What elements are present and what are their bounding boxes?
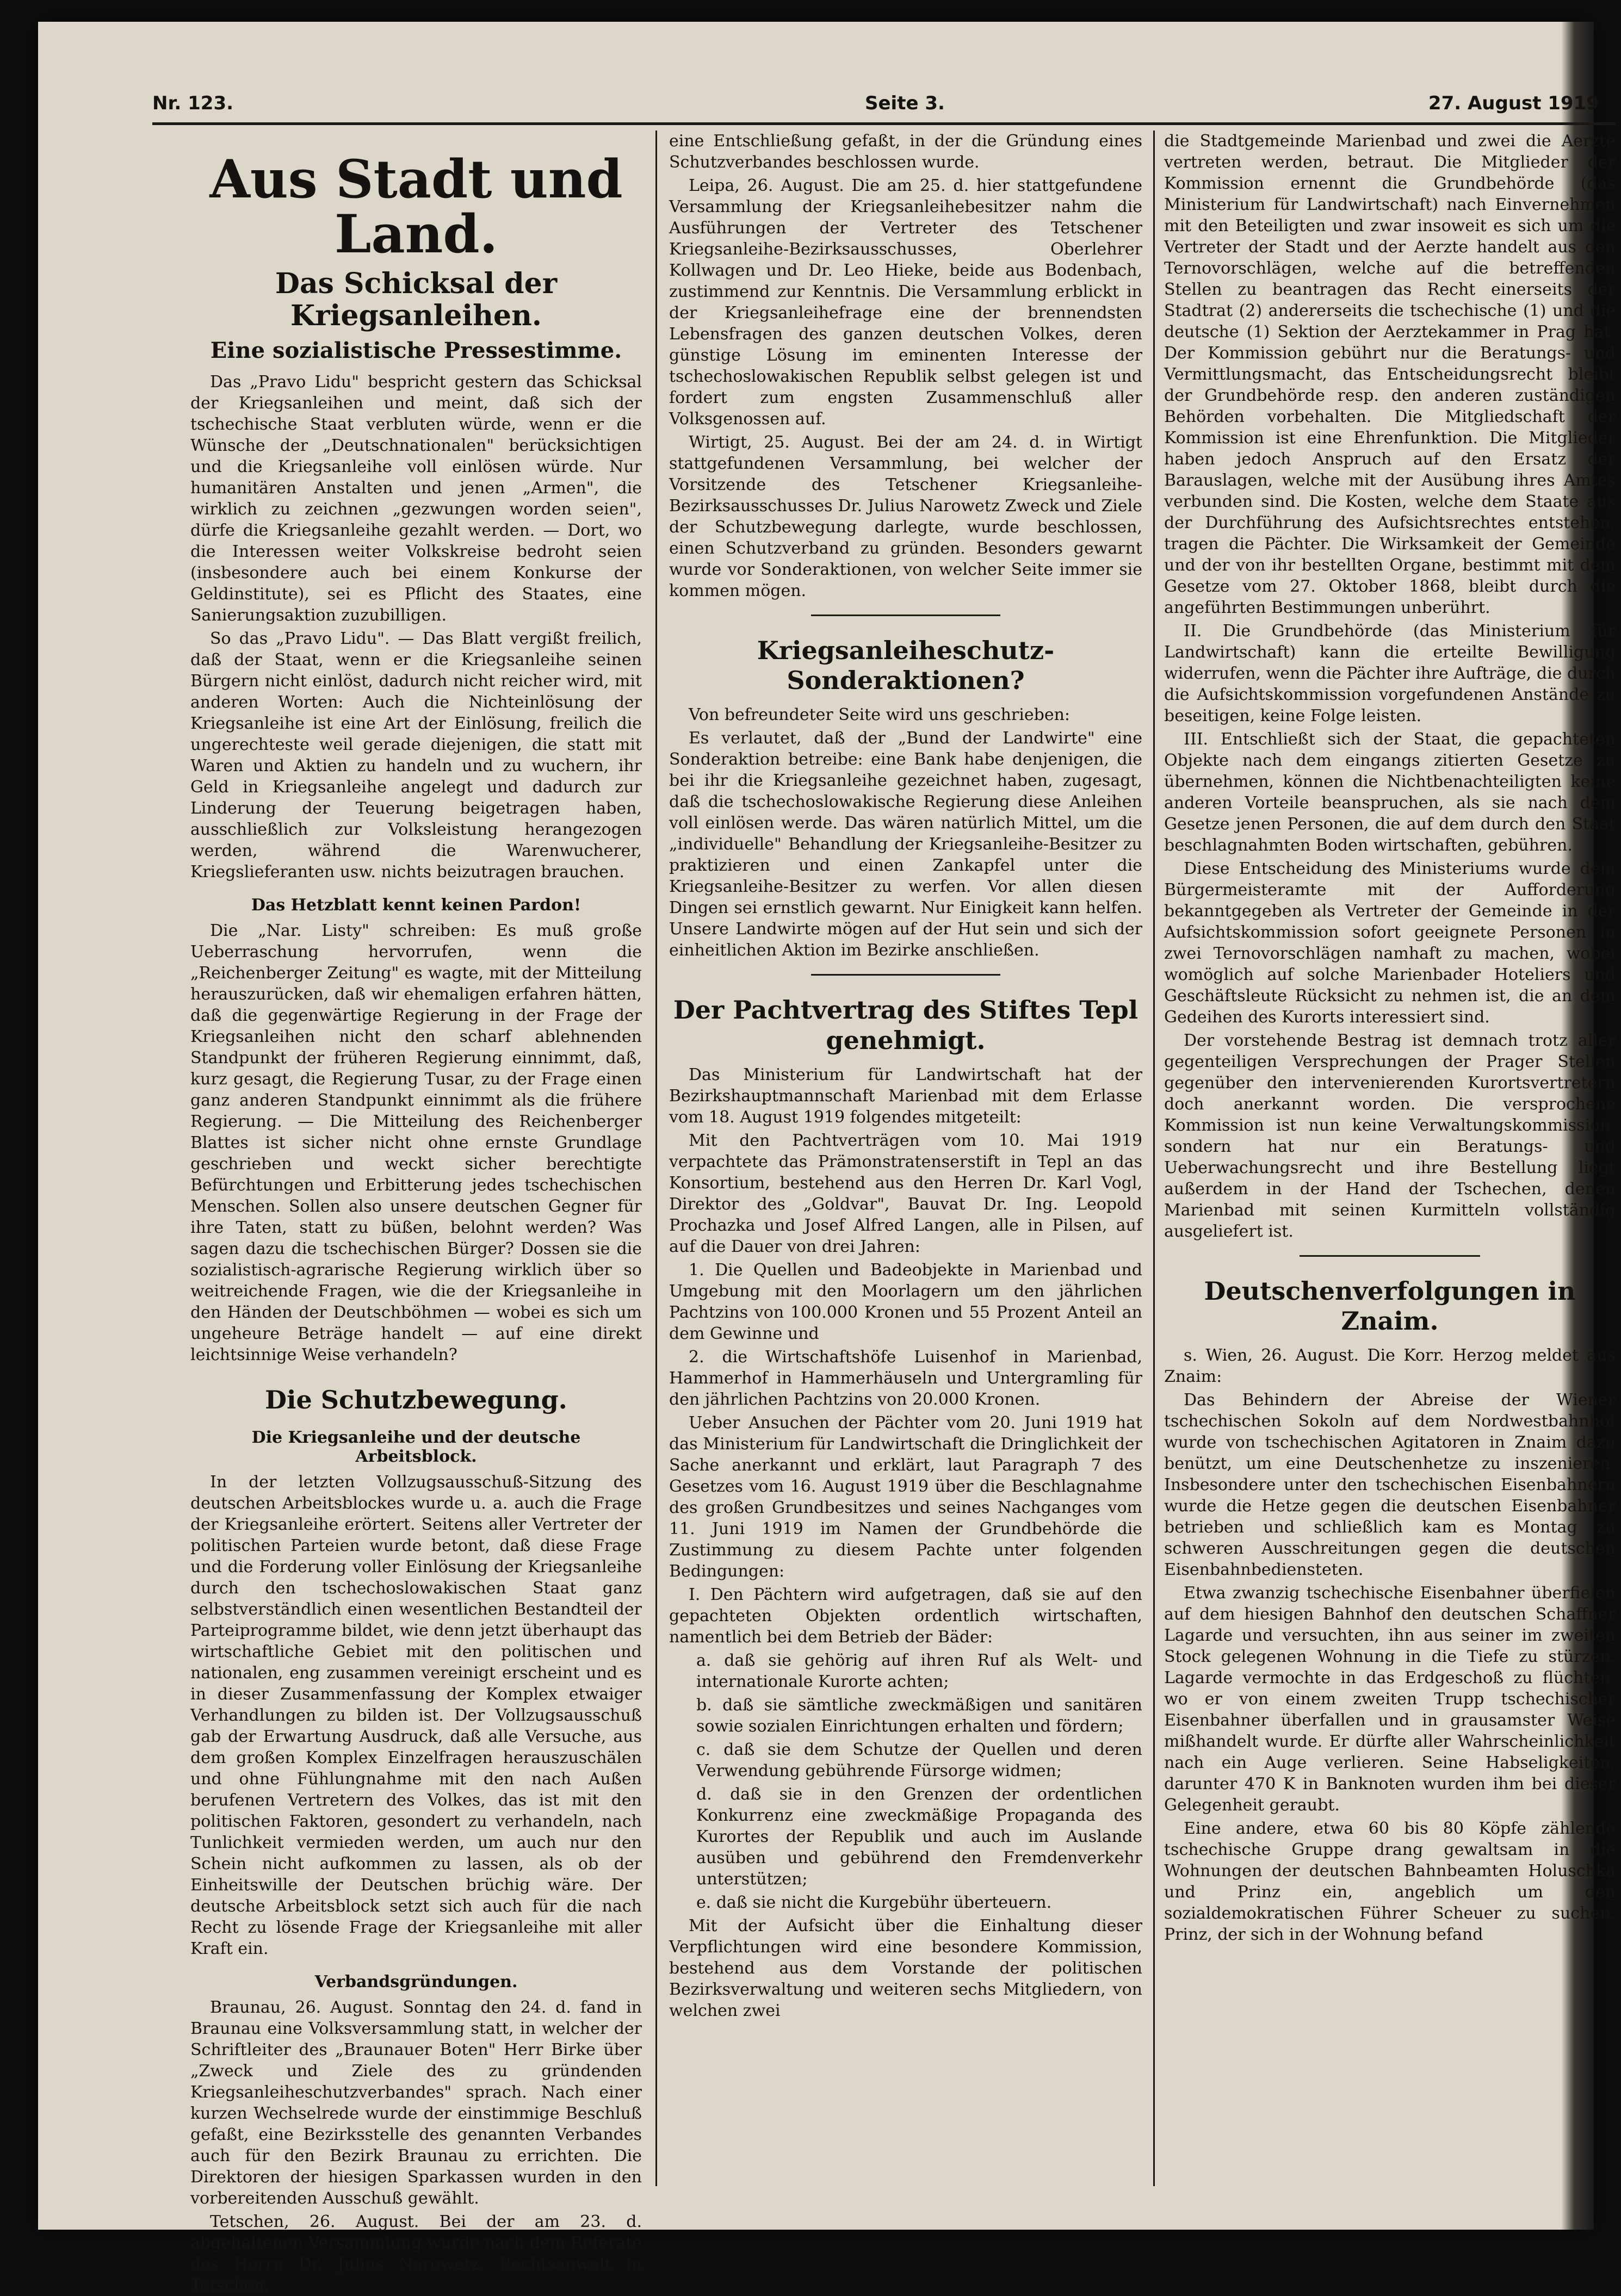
paragraph: Es verlautet, daß der „Bund der Landwirte" eine Sonderaktion betreibe: eine Bank habe denjenigen, die bei ihr die Kriegsanleihe gezeichnet haben, zugesagt, daß die tschechoslowakische Regierung diese Anleihen voll einlösen werde. Das wären natürlich Mittel, um die „individuelle" Behandlung der Kriegsanleihe-Besitzer zu praktizieren und einen Zankapfel unter die Kriegsanleihe-Besitzer zu werfen. Vor allen diesen Dingen sei ernstlich gewarnt. Nur Einigkeit kann helfen. Unsere Landwirte mögen auf der Hut sein und sich der einheitlichen Aktion im Bezirke anschließen. xyxy=(669,729,1142,960)
newspaper-page xyxy=(38,22,1616,2295)
paragraph: III. Entschließt sich der Staat, die gepachteten Objekte nach dem eingangs zitierten Gesetze zu übernehmen, können die Nichtbenachteiligten keine anderen Vorteile beanspruchen, als sie nach dem Gesetze jenen Personen, die auf dem durch den Staat beschlagnahmten Boden wirtschaften, gebühren. xyxy=(1164,730,1616,855)
article-title: Die Schutzbewegung. xyxy=(265,1385,567,1415)
article-title: Kriegsanleiheschutz-Sonderaktionen? xyxy=(757,636,1055,696)
paragraph: Braunau, 26. August. Sonntag den 24. d. fand in Braunau eine Volksversammlung statt, in welcher der Schriftleiter des „Braunauer Boten" Herr Birke über „Zweck und Ziele des zu gründenden Kriegsanleiheschutzverbandes" sprach. Nach einer kurzen Wechselrede wurde der einstimmige Beschluß gefaßt, eine Bezirksstelle des genannten Verbandes auch für den Bezirk Braunau zu errichten. Die Direktoren der hiesigen Sparkassen wurden in den vorbereitenden Ausschuß gewählt. xyxy=(190,1998,642,2208)
paragraph: eine Entschließung gefaßt, in der die Gründung eines Schutzverbandes beschlossen wurde. xyxy=(669,132,1142,172)
column-3 xyxy=(1164,131,1616,2186)
page-number: Seite 3. xyxy=(865,92,945,114)
paragraph: 2. die Wirtschaftshöfe Luisenhof in Marienbad, Hammerhof in Hammerhäuseln und Untergramling für den jährlichen Pachtzins von 20.000 Kronen. xyxy=(669,1347,1142,1409)
column-1 xyxy=(190,131,642,2295)
paragraph: Leipa, 26. August. Die am 25. d. hier stattgefundene Versammlung der Kriegsanleihebesitzer nahm die Ausführungen der Vertreter des Tetschener Kriegsanleihe-Bezirksausschusses, Oberlehrer Kollwagen und Dr. Leo Hieke, beide aus Bodenbach, zustimmend zur Kenntnis. Die Versammlung erblickt in der Kriegsanleihefrage eine der brennendsten Lebensfragen des ganzen deutschen Volkes, deren günstige Lösung im eminenten Interesse der tschechoslowakischen Republik selbst gelegen ist und fordert zum engsten Zusammenschluß aller Volksgenossen auf. xyxy=(669,176,1142,429)
paragraph: Etwa zwanzig tschechische Eisenbahner überfielen auf dem hiesigen Bahnhof den deutschen Schaffner Lagarde und versuchten, ihn aus seiner im zweiten Stock gelegenen Wohnung in die Tiefe zu stürzen. Lagarde vermochte in das Erdgeschoß zu flüchten, wo er von einem zweiten Trupp tschechischer Eisenbahner überfallen und in grausamster Weise mißhandelt wurde. Er dürfte aller Wahrscheinlichkeit nach ein Auge verlieren. Seine Habseligkeiten, darunter 470 K in Banknoten wurden ihm bei dieser Gelegenheit geraubt. xyxy=(1164,1584,1616,1815)
paragraph: Diese Entscheidung des Ministeriums wurde dem Bürgermeisteramte mit der Aufforderung bekanntgegeben als Vertreter der Gemeinde in der Aufsichtskommission sofort geeignete Personen in zwei Ternovorschlägen namhaft zu machen, wobei womöglich auf solche Marienbader Hoteliers und Geschäftsleute Rücksicht zu nehmen ist, die an dem Gedeihen des Kurorts interessiert sind. xyxy=(1164,859,1616,1027)
column-2 xyxy=(669,131,1142,2186)
divider xyxy=(1300,1255,1480,1257)
issue-number: Nr. 123. xyxy=(152,92,234,114)
list-item: a. daß sie gehörig auf ihren Ruf als Welt- und internationale Kurorte achten; xyxy=(696,1650,1142,1691)
article-title: Der Pachtvertrag des Stiftes Tepl genehmigt. xyxy=(673,995,1139,1055)
paragraph: Ueber Ansuchen der Pächter vom 20. Juni 1919 hat das Ministerium für Landwirtschaft die Dringlichkeit der Sache anerkannt und erklärt, laut Paragraph 7 des Gesetzes vom 16. August 1919 über die Beschlagnahme des großen Grundbesitzes und seines Nachganges vom 11. Juni 1919 im Namen der Grundbehörde die Zustimmung zu diesem Pachte unter folgenden Bedingungen: xyxy=(669,1413,1142,1581)
column-rule-2 xyxy=(1153,131,1155,2186)
section-title: Aus Stadt und Land. xyxy=(209,148,623,265)
paragraph: 1. Die Quellen und Badeobjekte in Marienbad und Umgebung mit den Moorlagern um den jährlichen Pachtzins von 100.000 Kronen und 55 Prozent Anteil an dem Gewinne und xyxy=(669,1260,1142,1343)
article-subtitle: Eine sozialistische Pressestimme. xyxy=(210,338,622,364)
issue-date: 27. August 1919 xyxy=(1428,92,1599,114)
article-title: Das Schicksal der Kriegsanleihen. xyxy=(275,266,558,333)
paragraph: Die „Nar. Listy" schreiben: Es muß große Ueberraschung hervorrufen, wenn die „Reichenberger Zeitung" es wagte, mit der Mitteilung herauszurücken, daß wir ehemaligen erfahren hätten, daß die gegenwärtige Regierung in der Frage der Kriegsanleihen nicht den scharf ablehnenden Standpunkt der früheren Regierung einnimmt, daß, kurz gesagt, die Regierung Tusar, zu der Frage einen ganz anderen Standpunkt einnimmt als die frühere Regierung. — Die Mitteilung des Reichenberger Blattes ist sicher nicht ohne ernste Grundlage geschrieben und weckt sicher berechtigte Befürchtungen und Erbitterung jedes tschechischen Menschen. Sollen also unsere deutschen Gegner für ihre Taten, statt zu büßen, belohnt werden? Was sagen dazu die tschechischen Bürger? Dossen sie die sozialistisch-agrarische Regierung wirklich über so weitreichende Fragen, wie die der Kriegsanleihe in den Händen der Deutschböhmen — wobei es sich um ungeheure Beträge handelt — auf eine direkt leichtsinnige Weise verhandeln? xyxy=(190,921,642,1365)
article-subtitle: Die Kriegsanleihe und der deutsche Arbeitsblock. xyxy=(251,1428,581,1467)
paragraph: Von befreundeter Seite wird uns geschrieben: xyxy=(689,705,1071,725)
kicker: Verbandsgründungen. xyxy=(314,1972,518,1992)
paragraph: Das Behindern der Abreise der Wiener tschechischen Sokoln auf dem Nordwestbahnhof wurde von tschechischen Agitatoren in Znaim dazu benützt, um eine Deutschenhetze zu inszenieren. Insbesondere unter den tschechischen Eisenbahnern wurde die Hetze gegen die deutschen Eisenbahner betrieben und schließlich kam es Montag zu schweren Ausschreitungen gegen die deutschen Eisenbahnbediensteten. xyxy=(1164,1391,1616,1580)
paragraph: I. Den Pächtern wird aufgetragen, daß sie auf den gepachteten Objekten ordentlich wirtschaften, namentlich bei dem Betrieb der Bäder: xyxy=(669,1585,1142,1647)
paragraph: Eine andere, etwa 60 bis 80 Köpfe zählende tschechische Gruppe drang gewaltsam in die Wohnungen der deutschen Bahnbeamten Holuschka und Prinz ein, angeblich um den sozialdemokratischen Führer Scheuer zu suchen. Prinz, der sich in der Wohnung befand xyxy=(1164,1819,1616,1945)
paragraph: s. Wien, 26. August. Die Korr. Herzog meldet aus Znaim: xyxy=(1164,1346,1616,1387)
header-rule xyxy=(152,122,1616,125)
paragraph: II. Die Grundbehörde (das Ministerium für Landwirtschaft) kann die erteilte Bewilligung widerrufen, wenn die Pächter ihre Aufträge, die durch die Aufsichtskommission vorgefundenen Anstände zu beseitigen, keine Folge leisten. xyxy=(1164,622,1616,725)
list-item: e. daß sie nicht die Kurgebühr überteuern. xyxy=(696,1892,1052,1912)
paragraph: Mit den Pachtverträgen vom 10. Mai 1919 verpachtete das Prämonstratenserstift in Tepl an das Konsortium, bestehend aus den Herren Dr. Karl Vogl, Direktor des „Goldvar", Bauvat Dr. Ing. Leopold Prochazka und Josef Alfred Langen, alle in Pilsen, auf auf die Dauer von drei Jahren: xyxy=(669,1131,1142,1256)
list-item: c. daß sie dem Schutze der Quellen und deren Verwendung gebührende Fürsorge widmen; xyxy=(696,1740,1142,1780)
paragraph: Das „Pravo Lidu" bespricht gestern das Schicksal der Kriegsanleihen und meint, daß sich der tschechische Staat verbluten würde, wenn er die Wünsche der „Deutschnationalen" berücksichtigen und die Kriegsanleihe voll einlösen würde. Nur humanitären Anstalten und jenen „Armen", die wirklich zu zeichnen „gezwungen worden seien", dürfe die Kriegsanleihe gezahlt werden. — Dort, wo die Interessen weiter Volkskreise bedroht seien (insbesondere auch bei einem Konkurse der Geldinstitute), sei es Pflicht des Staates, eine Sanierungsaktion zuzubilligen. xyxy=(190,373,642,625)
paragraph: Wirtigt, 25. August. Bei der am 24. d. in Wirtigt stattgefundenen Versammlung, bei welcher der Vorsitzende des Tetschener Kriegsanleihe-Bezirksausschusses Dr. Julius Narowetz Zweck und Ziele der Schutzbewegung darlegte, wurde beschlossen, einen Schutzverband zu gründen. Besonders gewarnt wurde vor Sonderaktionen, von welcher Seite immer sie kommen mögen. xyxy=(669,433,1142,600)
paragraph: Der vorstehende Bestrag ist demnach trotz aller gegenteiligen Versprechungen der Prager Stellen gegenüber den intervenierenden Kurortsvertretern doch anerkannt worden. Die versprochene Kommission ist nun keine Verwaltungskommission, sondern hat nur ein Beratungs- und Ueberwachungsrecht und ihre Bestellung liegt außerdem in der Hand der Tschechen, denen Marienbad mit seinen Kurmitteln vollständig ausgeliefert ist. xyxy=(1164,1031,1616,1241)
list-item: b. daß sie sämtliche zweckmäßigen und sanitären sowie sozialen Einrichtungen erhalten und fördern; xyxy=(696,1695,1142,1736)
paragraph: In der letzten Vollzugsausschuß-Sitzung des deutschen Arbeitsblockes wurde u. a. auch die Frage der Kriegsanleihe erörtert. Seitens aller Vertreter der politischen Parteien wurde betont, daß diese Frage und die Forderung voller Einlösung der Kriegsanleihe durch den tschechoslowakischen Staat ganz selbstverständlich einen wesentlichen Bestandteil der Parteiprogramme bildet, wie denn jetzt überhaupt das wirtschaftliche Gebiet mit den politischen und nationalen, eng zusammen vereinigt erscheint und es in dieser Zusammenfassung der Komplex etwaiger Verhandlungen zu bilden ist. Der Vollzugsausschuß gab der Erwartung Ausdruck, daß alle Versuche, aus dem großen Komplex Einzelfragen herauszuschälen und ohne Fühlungnahme mit den nach Außen berufenen Vertretern des Volkes, das ist mit den politischen Faktoren, gesondert zu verhandeln, nach Tunlichkeit vermieden werden, um auch nur den Schein nicht aufkommen zu lassen, als ob der Einheitswille der Deutschen brüchig wäre. Der deutsche Arbeitsblock setzt sich auch für die nach Recht zu lösende Frage der Kriegsanleihe mit aller Kraft ein. xyxy=(190,1473,642,1959)
paragraph: die Stadtgemeinde Marienbad und zwei die Aerzte vertreten werden, betraut. Die Mitglieder der Kommission ernennt die Grundbehörde (das Ministerium für Landwirtschaft) nach Einvernehmen mit den Beteiligten und zwar insoweit es sich um die Vertreter der Stadt und der Aerzte handelt aus den Ternovorschlägen, welche auf die betreffenden Stellen zu beantragen das Recht einerseits der Stadtrat (2) andererseits die tschechische (1) und die deutsche (1) Sektion der Aerztekammer in Prag hat. Der Kommission gebührt nur die Beratungs- und Vermittlungsmacht, das Entscheidungsrecht bleibt der Grundbehörde resp. den anderen zuständigen Behörden vorbehalten. Die Mitgliedschaft der Kommission ist eine Ehrenfunktion. Die Mitglieder haben jedoch Anspruch auf den Ersatz der Barauslagen, welche mit der Ausübung ihres Amtes verbunden sind. Die Kosten, welche dem Staate aus der Durchführung des Aufsichtsrechtes entstehen, tragen die Pächter. Die Wirksamkeit der Gemeinde und der von ihr bestellten Organe, bestimmt mit dem Gesetze vom 27. Oktober 1868, bleibt durch die angeführten Bestimmungen unberührt. xyxy=(1164,132,1616,617)
divider xyxy=(811,974,1000,976)
column-rule-1 xyxy=(655,131,657,2186)
kicker: Das Hetzblatt kennt keinen Pardon! xyxy=(251,896,581,915)
paragraph: So das „Pravo Lidu". — Das Blatt vergißt freilich, daß der Staat, wenn er die Kriegsanleihe seinen Bürgern nicht einlöst, dadurch nicht reicher wird, mit anderen Worten: Auch die Nichteinlösung der Kriegsanleihe ist eine Art der Einlösung, freilich die ungerechteste weil gerade diejenigen, die statt mit Waren und Aktien zu handeln und zu wuchern, ihr Geld in Kriegsanleihe angelegt und dadurch zur Linderung der Teuerung beigetragen haben, ausschließlich zur Volksleistung herangezogen werden, während die Warenwucherer, Kriegslieferanten usw. nichts beizutragen brauchen. xyxy=(190,629,642,882)
list-item: d. daß sie in den Grenzen der ordentlichen Konkurrenz eine zweckmäßige Propaganda des Kurortes der Republik und auch im Auslande ausüben und gebührend den Fremdenverkehr unterstützen; xyxy=(696,1784,1142,1889)
divider xyxy=(811,615,1000,616)
paragraph: Mit der Aufsicht über die Einhaltung dieser Verpflichtungen wird eine besondere Kommission, bestehend aus dem Vorstande der politischen Bezirksverwaltung und weiteren sechs Mitgliedern, von welchen zwei xyxy=(669,1916,1142,2020)
paragraph: Das Ministerium für Landwirtschaft hat der Bezirkshauptmannschaft Marienbad mit dem Erlasse vom 18. August 1919 folgendes mitgeteilt: xyxy=(669,1065,1142,1127)
article-title: Deutschenverfolgungen in Znaim. xyxy=(1204,1276,1576,1336)
paragraph: Tetschen, 26. August. Bei der am 23. d. abgehaltenen Versammlung wurde nach dem Referate des Herrn Dr. Julius Narowetz, Rechtsanwalt in Tetschen, xyxy=(190,2212,642,2295)
